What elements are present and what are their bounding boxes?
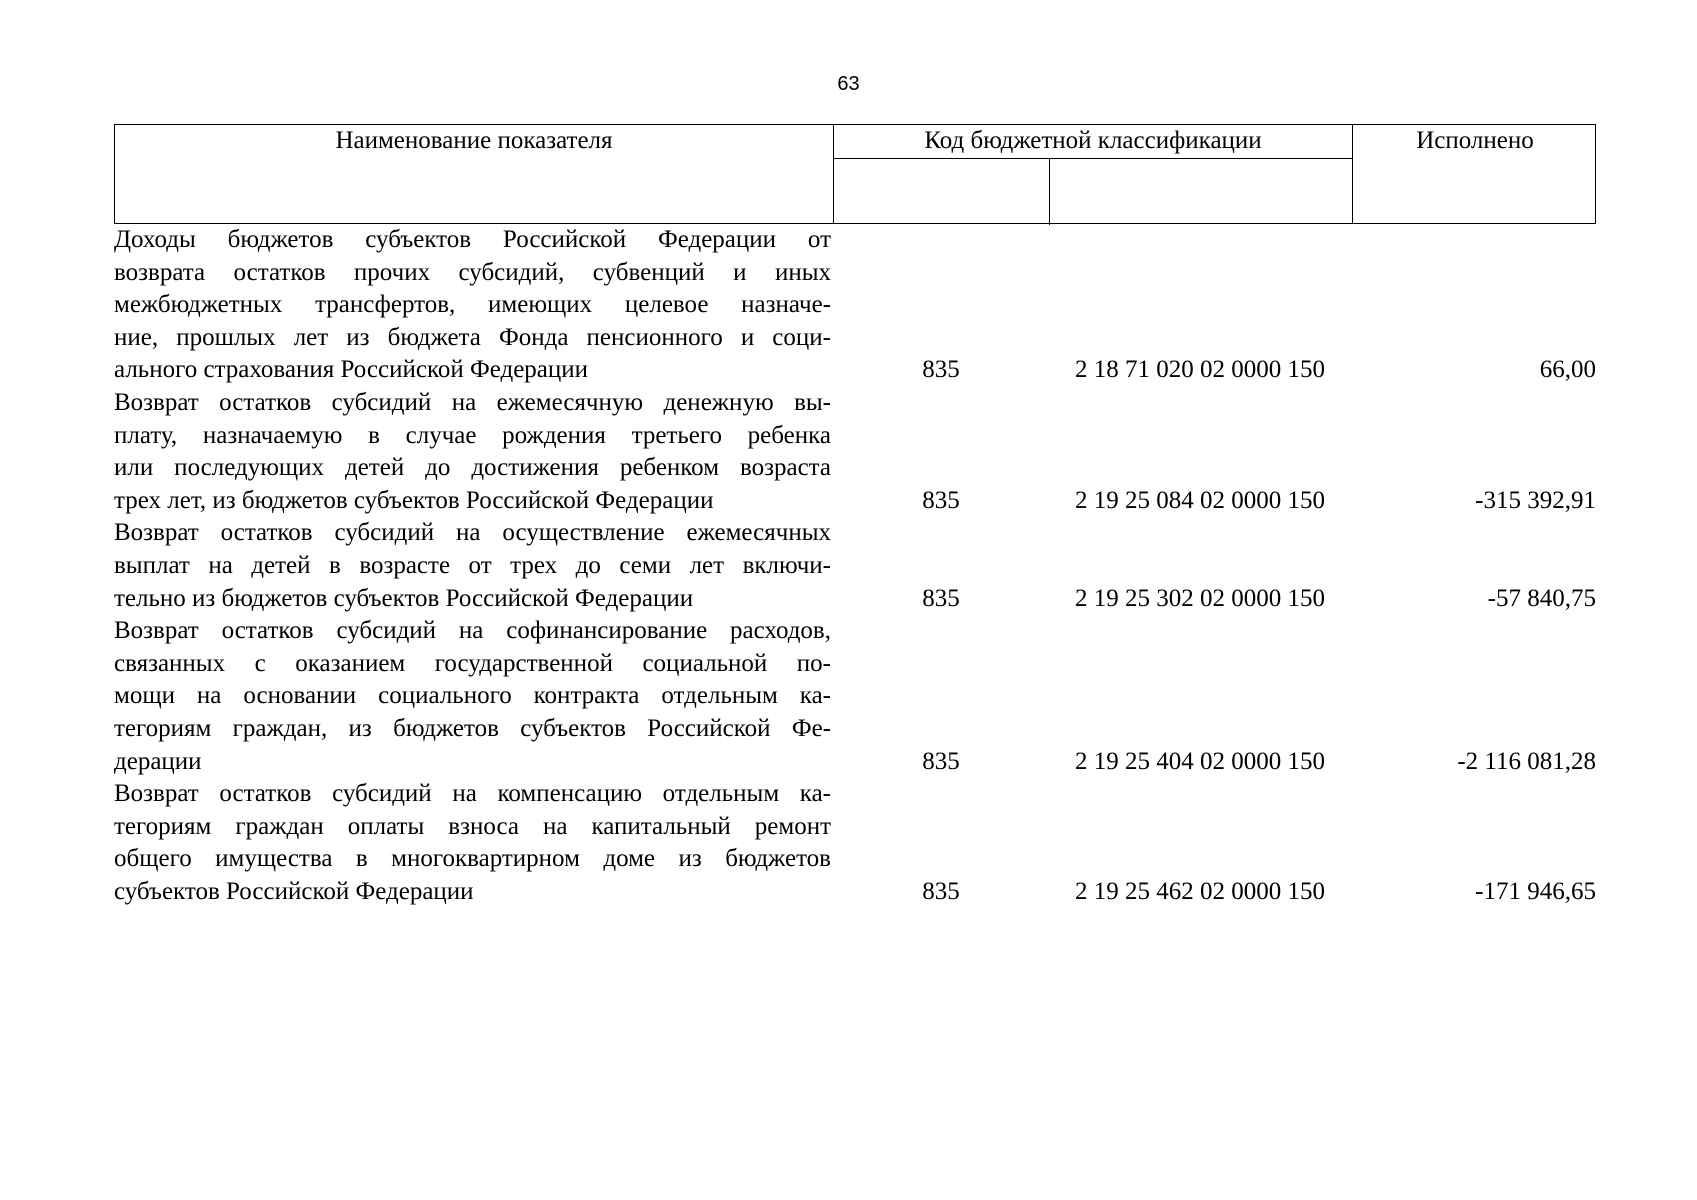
description-line: Доходы бюджетов субъектов Российской Федерации от <box>114 226 831 253</box>
row-amount: -171 946,65 <box>1475 877 1596 905</box>
description-line: тельно из бюджетов субъектов Российской Федерации <box>114 584 694 612</box>
row-amount: -57 840,75 <box>1487 584 1596 612</box>
row-admin-code: 835 <box>922 584 960 612</box>
description-line: возврата остатков прочих субсидий, субвенций и иных <box>114 258 831 286</box>
table-row <box>114 615 1596 778</box>
row-kbk-code: 2 19 25 302 02 0000 150 <box>1075 584 1325 612</box>
row-amount: -315 392,91 <box>1475 486 1596 514</box>
description-line: общего имущества в многоквартирном доме из бюджетов <box>114 845 831 873</box>
row-kbk-code: 2 19 25 404 02 0000 150 <box>1075 747 1325 775</box>
header-executed: Исполнено <box>1352 125 1597 223</box>
description-line: трех лет, из бюджетов субъектов Российской Федерации <box>114 486 714 514</box>
row-admin-code: 835 <box>922 877 960 905</box>
row-description <box>114 778 833 908</box>
row-kbk-code: 2 19 25 462 02 0000 150 <box>1075 877 1325 905</box>
description-line: тегориям граждан, из бюджетов субъектов Российской Фе- <box>114 714 831 742</box>
description-line: плату, назначаемую в случае рождения третьего ребенка <box>114 421 831 449</box>
row-admin-code: 835 <box>922 747 960 775</box>
description-line: Возврат остатков субсидий на осуществление ежемесячных <box>114 519 831 547</box>
description-line: выплат на детей в возрасте от трех до семи лет включи- <box>114 551 831 579</box>
table-row <box>114 224 1596 387</box>
row-admin-code: 835 <box>922 356 960 384</box>
page-number: 63 <box>837 73 860 95</box>
row-description <box>114 224 833 387</box>
row-kbk-code: 2 18 71 020 02 0000 150 <box>1075 356 1325 384</box>
table-body <box>114 224 1596 908</box>
description-line: тегориям граждан оплаты взноса на капитальный ремонт <box>114 812 831 840</box>
row-admin-code: 835 <box>922 486 960 514</box>
row-amount: 66,00 <box>1539 356 1596 384</box>
description-line: Возврат остатков субсидий на софинансирование расходов, <box>114 617 831 645</box>
header-code-kbk-cell <box>1050 159 1352 225</box>
table-row <box>114 387 1596 517</box>
description-line: ние, прошлых лет из бюджета Фонда пенсионного и соци- <box>114 323 831 351</box>
row-description <box>114 387 833 517</box>
row-amount: -2 116 081,28 <box>1457 747 1596 775</box>
description-line: мощи на основании социального контракта отдельным ка- <box>114 682 831 710</box>
table-row <box>114 517 1596 615</box>
description-line: субъектов Российской Федерации <box>114 877 474 905</box>
description-line: связанных с оказанием государственной социальной по- <box>114 649 831 677</box>
description-line: Возврат остатков субсидий на ежемесячную денежную вы- <box>114 388 831 416</box>
header-code: Код бюджетной классификации <box>834 125 1352 159</box>
header-name: Наименование показателя <box>115 125 834 223</box>
table-header <box>114 124 1596 224</box>
description-line: дерации <box>114 747 202 775</box>
header-code-admin-cell <box>834 159 1050 225</box>
row-kbk-code: 2 19 25 084 02 0000 150 <box>1075 486 1325 514</box>
row-description <box>114 615 833 778</box>
description-line: ального страхования Российской Федерации <box>114 356 589 384</box>
description-line: или последующих детей до достижения ребенком возраста <box>114 454 831 482</box>
row-description <box>114 517 833 615</box>
table-row <box>114 778 1596 908</box>
description-line: Возврат остатков субсидий на компенсацию отдельным ка- <box>114 780 831 808</box>
description-line: межбюджетных трансфертов, имеющих целевое назначе- <box>114 291 831 319</box>
